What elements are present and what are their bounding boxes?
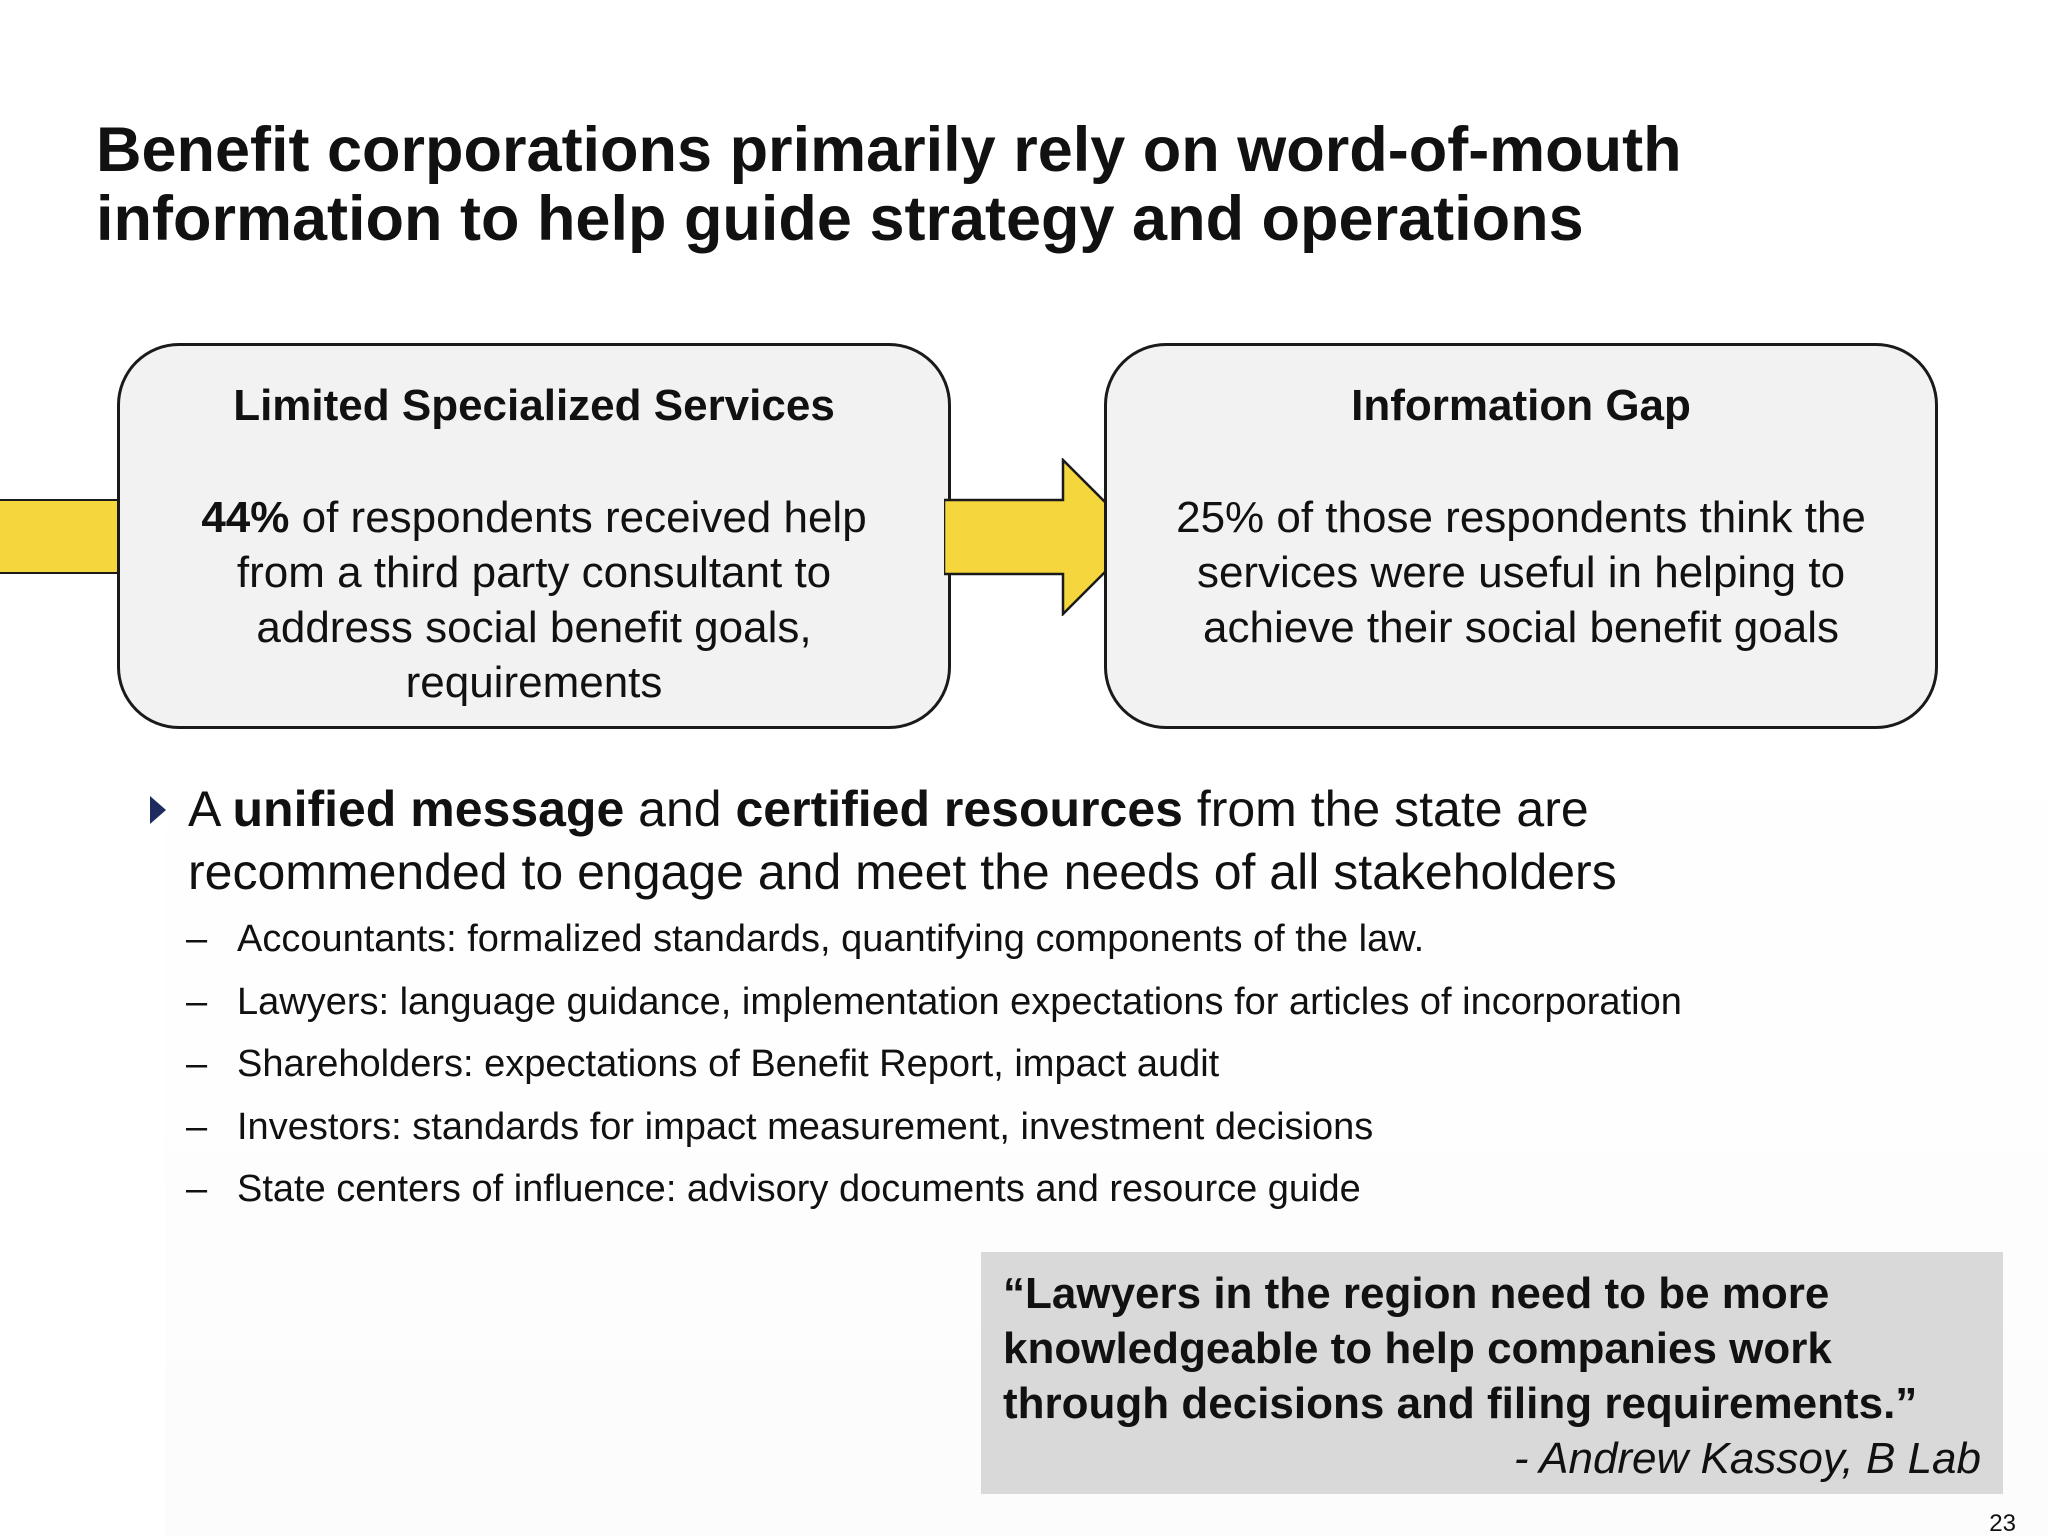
stakeholder-item <box>186 916 1886 979</box>
information-gap-heading: Information Gap <box>1351 381 1691 430</box>
limited-services-percent: 44% <box>201 493 290 542</box>
dash-marker: – <box>186 980 208 1023</box>
stakeholder-text: Shareholders: expectations of Benefit Report, impact audit <box>237 1043 1220 1085</box>
main-bullet-part-1: A <box>188 781 233 837</box>
main-bullet-bold-2: certified resources <box>735 781 1183 837</box>
main-bullet <box>150 778 1790 904</box>
quote-attribution: - Andrew Kassoy, B Lab <box>1513 1434 1981 1483</box>
slide-title-line-1: Benefit corporations primarily rely on word-of-mouth <box>96 115 1682 185</box>
main-bullet-part-2: and <box>624 781 736 837</box>
dash-marker: – <box>186 918 208 960</box>
main-bullet-text <box>188 778 1790 904</box>
quote-text: “Lawyers in the region need to be more knowledgeable to help companies work through decisions and filing requirements.” <box>1003 1269 1918 1428</box>
information-gap-box <box>1104 343 1938 729</box>
stakeholder-text: Investors: standards for impact measurement, investment decisions <box>237 1105 1374 1148</box>
dash-marker: – <box>186 1168 208 1210</box>
stakeholder-item <box>186 1041 1886 1104</box>
limited-services-text: of respondents received help from a third party consultant to address social benefit goals, requirements <box>236 493 867 707</box>
stakeholder-item <box>186 979 1886 1042</box>
quote-box <box>981 1252 2003 1494</box>
stakeholder-text: State centers of influence: advisory documents and resource guide <box>237 1168 1361 1210</box>
stakeholder-item <box>186 1166 1886 1229</box>
incoming-arrow <box>0 499 122 574</box>
information-gap-body: 25% of those respondents think the services were useful in helping to achieve their social benefit goals <box>1176 493 1866 652</box>
dash-marker: – <box>186 1043 208 1085</box>
stakeholder-item <box>186 1104 1886 1167</box>
page-number: 23 <box>1989 1510 2016 1536</box>
dash-marker: – <box>186 1105 208 1148</box>
main-bullet-part-3: from the state are recommended to engage and meet the needs of all stakeholders <box>188 781 1617 900</box>
stakeholder-text: Accountants: formalized standards, quantifying components of the law. <box>237 918 1425 960</box>
main-bullet-bold-1: unified message <box>232 781 625 837</box>
limited-services-box <box>117 343 951 729</box>
stakeholder-list <box>186 916 1886 1229</box>
limited-services-body <box>160 490 908 710</box>
stakeholder-text: Lawyers: language guidance, implementation expectations for articles of incorporation <box>237 980 1682 1023</box>
slide-title-line-2: information to help guide strategy and operations <box>96 184 1584 254</box>
triangle-bullet-icon <box>150 796 166 824</box>
limited-services-heading: Limited Specialized Services <box>233 381 835 430</box>
slide-title <box>96 116 1896 254</box>
